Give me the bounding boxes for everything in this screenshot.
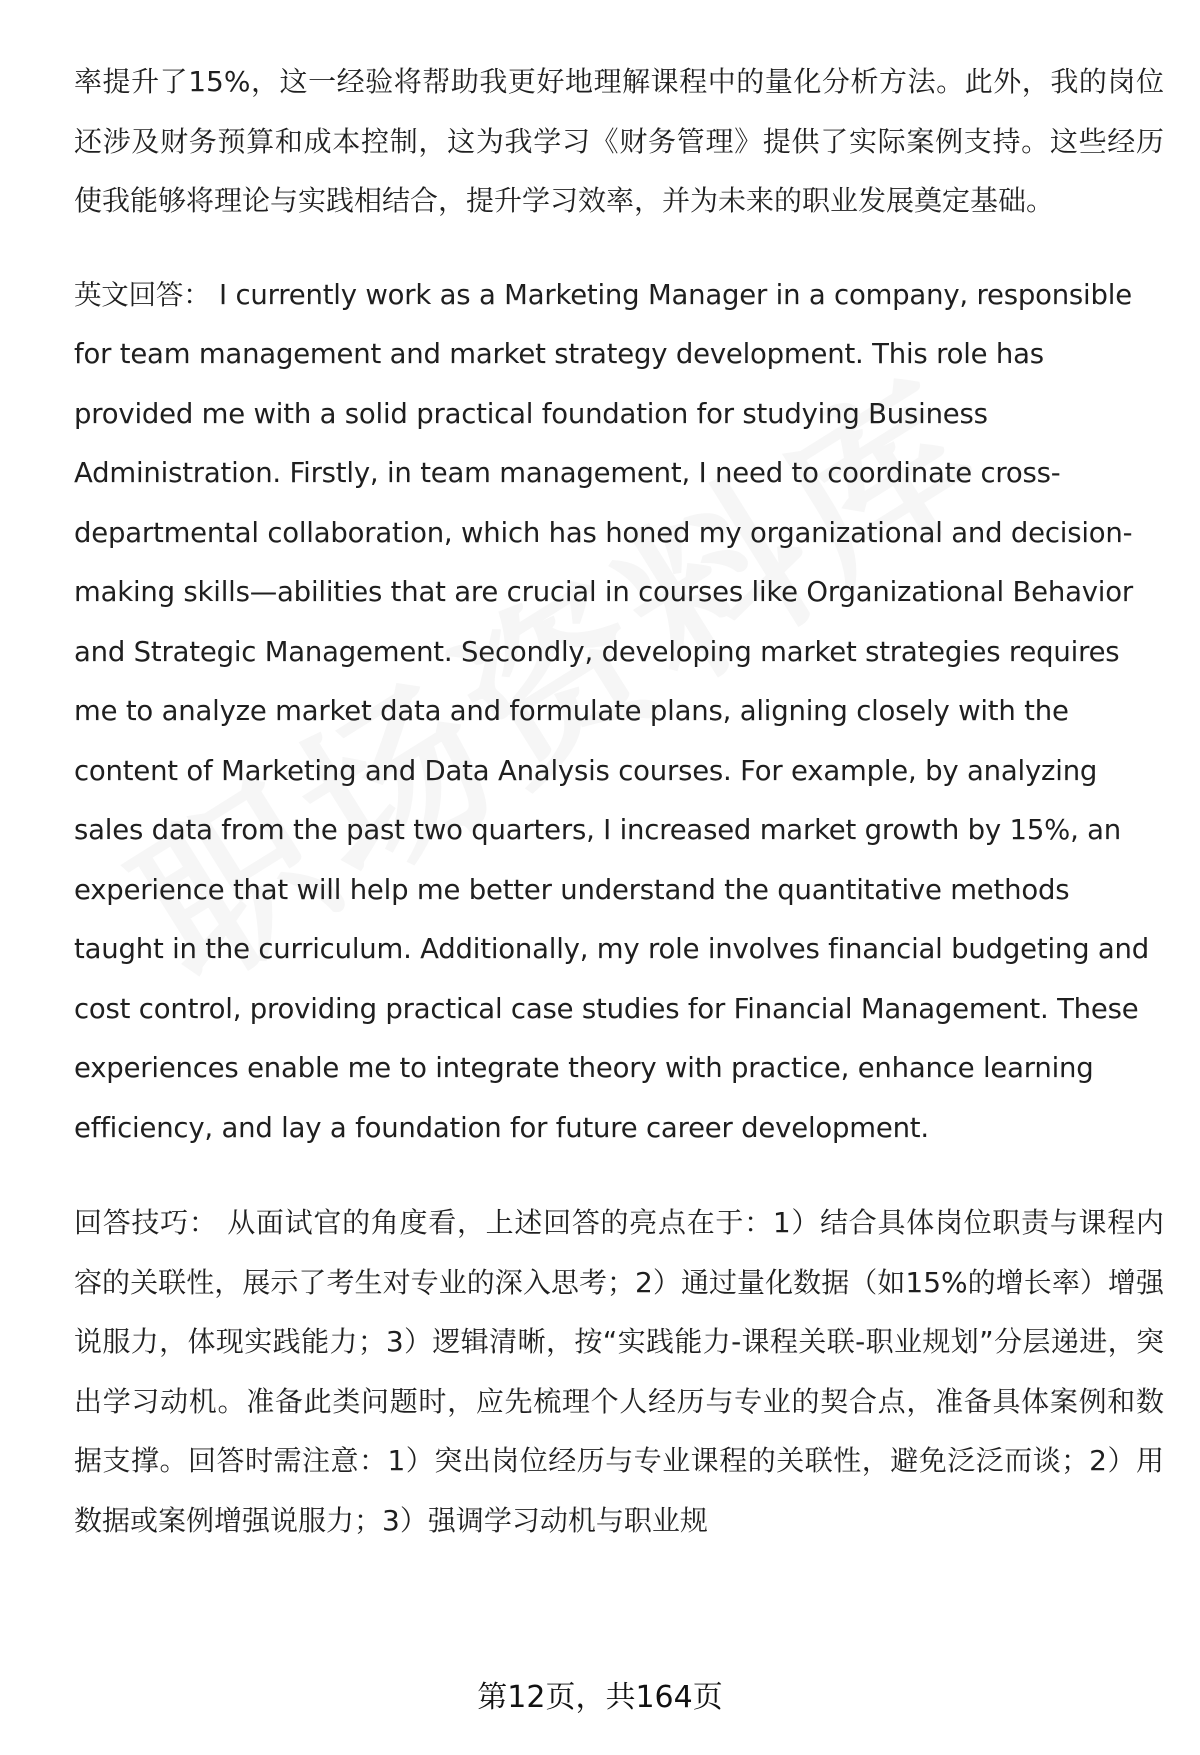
english-answer-paragraph bbox=[74, 266, 1164, 1159]
answer-tips-paragraph bbox=[74, 1193, 1164, 1550]
spacer bbox=[218, 1206, 228, 1239]
spacer bbox=[211, 279, 220, 311]
answer-tips-text: 从面试官的角度看，上述回答的亮点在于：1）结合具体岗位职责与课程内容的关联性，展示了考生对专业的深入思考；2）通过量化数据（如15%的增长率）增强说服力，体现实践能力；3）逻辑清晰，按“实践能力-课程关联-职业规划”分层递进，突出学习动机。准备此类问题时，应先梳理个人经历与专业的契合点，准备具体案例和数据支撑。回答时需注意：1）突出岗位经历与专业课程的关联性，避免泛泛而谈；2）用数据或案例增强说服力；3）强调学习动机与职业规 bbox=[74, 1206, 1164, 1537]
chinese-answer-tail: 率提升了15%，这一经验将帮助我更好地理解课程中的量化分析方法。此外，我的岗位还涉及财务预算和成本控制，这为我学习《财务管理》提供了实际案例支持。这些经历使我能够将理论与实践相结合，提升学习效率，并为未来的职业发展奠定基础。 bbox=[74, 65, 1164, 217]
english-answer-label: 英文回答： bbox=[74, 278, 211, 311]
page-number-footer: 第12页，共164页 bbox=[477, 1680, 723, 1715]
answer-tips-label: 回答技巧： bbox=[74, 1206, 218, 1239]
page-content bbox=[74, 52, 1164, 1585]
english-answer-text: I currently work as a Marketing Manager in a company, responsible for team management and market strategy development. This role has provided me with a solid practical foundation for studying Business Administration. Firstly, in team management, I need to coordinate cross-departmental collaboration, which has honed my organizational and decision-making skills—abilities that are crucial in courses like Organizational Behavior and Strategic Management. Secondly, developing market strategies requires me to analyze market data and formulate plans, aligning closely with the content of Marketing and Data Analysis courses. For example, by analyzing sales data from the past two quarters, I increased market growth by 15%, an experience that will help me better understand the quantitative methods taught in the curriculum. Additionally, my role involves financial budgeting and cost control, providing practical case studies for Financial Management. These experiences enable me to integrate theory with practice, enhance learning efficiency, and lay a foundation for future career development. bbox=[74, 278, 1150, 1144]
